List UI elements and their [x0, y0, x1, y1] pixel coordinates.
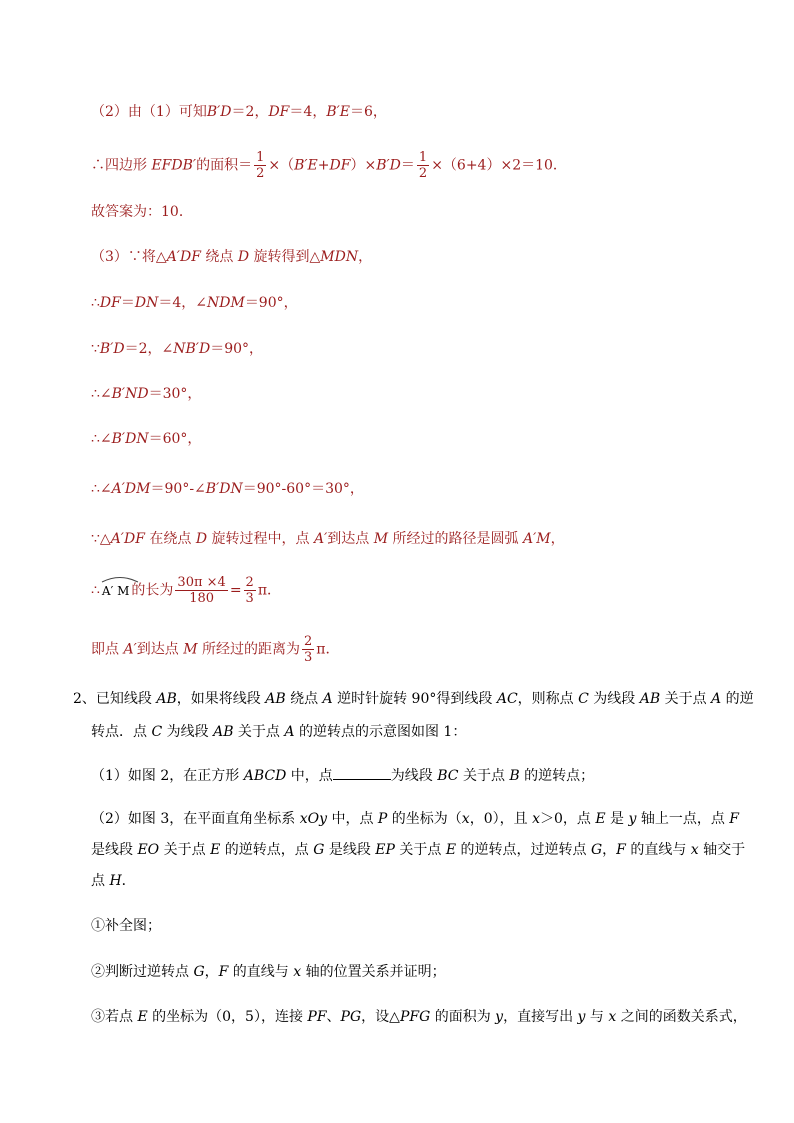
- var: BC: [437, 768, 459, 784]
- text: 2、已知线段: [73, 691, 157, 707]
- var: AB: [156, 691, 177, 707]
- text: 是线段: [324, 842, 376, 858]
- question-2-part-2-cont2: [91, 872, 136, 890]
- var: G: [313, 842, 325, 858]
- var: x: [461, 811, 470, 827]
- text: 的逆转点；: [519, 768, 595, 784]
- text: ∴∠: [91, 481, 112, 497]
- fraction: [302, 634, 314, 665]
- text: 、: [326, 1009, 341, 1025]
- text: π．: [257, 582, 282, 599]
- numerator: 2: [245, 575, 254, 590]
- text: 的直线与: [625, 842, 691, 858]
- text: 中，点: [286, 768, 333, 784]
- answer-blank[interactable]: [333, 765, 391, 780]
- text: 所经过的路径是圆弧: [388, 531, 523, 547]
- text: 是: [605, 811, 629, 827]
- var: x: [293, 964, 302, 980]
- var: A′: [123, 641, 137, 658]
- var: B′DN: [205, 481, 243, 497]
- text: ＝90°，: [244, 295, 298, 311]
- numerator: 30π ×4: [177, 575, 226, 590]
- arc-notation: [100, 582, 132, 600]
- numerator: 1: [256, 150, 265, 165]
- text: 的坐标为（0，5），连接: [147, 1009, 308, 1025]
- text: ＝90°-60°＝30°，: [242, 481, 364, 497]
- solution-line-7: [91, 385, 201, 403]
- text: 为线段: [390, 768, 438, 784]
- var: x: [690, 842, 699, 858]
- solution-line-5: [91, 294, 298, 312]
- text: 即点: [91, 641, 124, 658]
- fraction: [175, 575, 227, 606]
- var: A′DF: [166, 249, 201, 265]
- text: ＝60°，: [148, 431, 202, 447]
- solution-line-3: 故答案为：10．: [91, 204, 193, 220]
- var: E: [595, 811, 606, 827]
- text: 在绕点: [144, 531, 196, 547]
- var: PFG: [399, 1009, 431, 1025]
- var: MDN: [320, 249, 359, 265]
- var: DF: [268, 104, 290, 120]
- text: 绕点: [200, 249, 238, 265]
- fraction: [244, 575, 256, 606]
- var: y: [495, 1009, 504, 1025]
- text: 旋转过程中，点: [207, 531, 314, 547]
- text: 转点．点: [91, 724, 152, 740]
- text: ，则称点: [517, 691, 579, 707]
- var: M: [373, 531, 389, 547]
- text: 关于点: [394, 842, 446, 858]
- var: B′D: [99, 341, 125, 357]
- var: ABCD: [243, 768, 287, 784]
- solution-line-10: [91, 530, 565, 548]
- text: ∵: [91, 341, 100, 357]
- var: B′E: [294, 157, 318, 174]
- denominator: 180: [189, 591, 215, 606]
- text: ×（: [268, 157, 295, 174]
- text: ＝90°-∠: [150, 481, 206, 497]
- var: F: [616, 842, 626, 858]
- var: E: [137, 1009, 148, 1025]
- arc-icon: [100, 575, 140, 583]
- fraction: [254, 150, 266, 181]
- text: ∴: [91, 295, 100, 311]
- numerator: 1: [418, 150, 428, 165]
- var: EO: [137, 842, 160, 858]
- text: ，0），且: [469, 811, 533, 827]
- text: ∴四边形: [91, 157, 152, 174]
- solution-line-8: [91, 430, 201, 448]
- text: （2）由（1）可知: [91, 104, 207, 120]
- var: x: [532, 811, 540, 827]
- text: ．: [121, 873, 136, 889]
- text: 到达点: [136, 641, 184, 658]
- text: 是线段: [91, 842, 138, 858]
- text: ＝6，: [350, 104, 387, 120]
- var: AB: [265, 691, 286, 707]
- text: +: [317, 157, 330, 174]
- var: DF: [329, 157, 351, 174]
- var: A′DF: [110, 531, 145, 547]
- text: 到达点: [327, 531, 374, 547]
- text: 的逆转点，点: [220, 842, 314, 858]
- text: 旋转得到△: [249, 249, 321, 265]
- text: 逆时针旋转 90°得到线段: [332, 691, 497, 707]
- var: PF: [307, 1009, 327, 1025]
- var: B′E: [326, 104, 351, 120]
- text: 轴的位置关系并证明；: [301, 964, 446, 980]
- text: （1）如图 2，在正方形: [91, 768, 244, 784]
- text: ×（6+4）×2＝10．: [431, 157, 567, 174]
- var: A′: [313, 531, 328, 547]
- question-2-sub-3: [91, 1008, 747, 1026]
- text: ，: [204, 964, 219, 980]
- text: 与: [585, 1009, 609, 1025]
- var: AC: [496, 691, 518, 707]
- text: 的逆转点，过逆转点: [456, 842, 591, 858]
- var: xOy: [299, 811, 328, 827]
- text: 若点: [105, 1009, 138, 1025]
- text: 关于点: [233, 724, 285, 740]
- var: B: [509, 768, 520, 784]
- text: ∴: [91, 582, 100, 599]
- var: P: [377, 811, 388, 827]
- var: D: [237, 249, 250, 265]
- text: 的坐标为（: [387, 811, 462, 827]
- text: 关于点: [159, 842, 211, 858]
- question-2-line-2: [91, 723, 466, 741]
- text: 之间的函数关系式，: [616, 1009, 747, 1025]
- solution-line-11: [91, 575, 281, 606]
- var: y: [628, 811, 637, 827]
- var: C: [578, 691, 589, 707]
- var: A: [322, 691, 333, 707]
- text: ，: [358, 249, 373, 265]
- circled-number-1: ①: [91, 918, 105, 934]
- text: ∴∠: [91, 386, 112, 402]
- text: π．: [316, 641, 340, 658]
- var: B′DN: [111, 431, 149, 447]
- text: ，设△: [361, 1009, 400, 1025]
- text: ＝4，: [289, 104, 327, 120]
- circled-number-2: ②: [91, 964, 105, 980]
- text: ＝: [120, 295, 135, 311]
- denominator: 3: [245, 591, 254, 606]
- text: =: [229, 582, 242, 599]
- solution-line-1: [91, 103, 387, 121]
- text: 的直线与: [228, 964, 294, 980]
- question-2-line-1: [73, 690, 754, 708]
- var: A′DM: [111, 481, 151, 497]
- var: NB′D: [173, 341, 211, 357]
- question-2-sub-2: [91, 963, 446, 981]
- text: ∴∠: [91, 431, 112, 447]
- text: ，如果将线段: [176, 691, 266, 707]
- circled-number-3: ③: [91, 1009, 105, 1025]
- var: DF: [99, 295, 121, 311]
- text: 点: [91, 873, 110, 889]
- var: x: [608, 1009, 617, 1025]
- text: （3）∵将△: [91, 249, 167, 265]
- text: 的面积＝: [196, 157, 253, 174]
- text: ＞0，点: [539, 811, 596, 827]
- var: F: [729, 811, 740, 827]
- text: 轴上一点，点: [636, 811, 730, 827]
- denominator: 2: [418, 166, 428, 181]
- text: 判断过逆转点: [105, 964, 194, 980]
- text: ＝90°，: [210, 341, 264, 357]
- text: ，: [550, 531, 565, 547]
- var: D: [195, 531, 208, 547]
- var: E: [210, 842, 221, 858]
- text: 的逆转点的示意图如图 1：: [294, 724, 467, 740]
- text: 所经过的距离为: [197, 641, 300, 658]
- var: G: [590, 842, 603, 858]
- var: C: [151, 724, 163, 740]
- solution-line-9: [91, 480, 364, 498]
- var: AB: [213, 724, 234, 740]
- var: H: [109, 873, 122, 889]
- var: EFDB′: [151, 157, 197, 174]
- text: ＝4，∠: [158, 295, 207, 311]
- text: 的长为: [131, 582, 174, 599]
- text: 的面积为: [430, 1009, 496, 1025]
- var: NDM: [207, 295, 245, 311]
- var: G: [193, 964, 205, 980]
- var: B′ND: [111, 386, 149, 402]
- var: y: [577, 1009, 586, 1025]
- var: E: [445, 842, 457, 858]
- solution-line-4: [91, 248, 372, 266]
- text: ，直接写出: [503, 1009, 578, 1025]
- text: 的逆: [721, 691, 754, 707]
- text: 绕点: [285, 691, 323, 707]
- solution-line-2: [91, 150, 567, 181]
- var: EP: [375, 842, 395, 858]
- text: 为线段: [588, 691, 640, 707]
- arc-label: A′ M: [101, 583, 130, 598]
- fraction: [417, 150, 429, 181]
- var: F: [218, 964, 229, 980]
- var: PG: [340, 1009, 362, 1025]
- question-2-part-2: [91, 810, 739, 828]
- text: ＝2，: [231, 104, 269, 120]
- text: ）×: [350, 157, 377, 174]
- text: ∵△: [91, 531, 111, 547]
- var: AB: [639, 691, 661, 707]
- text: 补全图；: [105, 918, 161, 934]
- var: M: [183, 641, 198, 658]
- var: A: [711, 691, 722, 707]
- var: A: [284, 724, 295, 740]
- text: 轴交于: [698, 842, 746, 858]
- question-2-part-1: [91, 765, 594, 785]
- question-2-part-2-cont: [91, 841, 745, 859]
- text: ＝30°，: [148, 386, 202, 402]
- var: DN: [134, 295, 159, 311]
- text: 关于点: [458, 768, 510, 784]
- solution-line-12: [91, 634, 339, 665]
- numerator: 2: [304, 634, 313, 649]
- text: 为线段: [162, 724, 214, 740]
- denominator: 3: [304, 650, 313, 665]
- text: 中，点: [327, 811, 378, 827]
- denominator: 2: [256, 166, 265, 181]
- var: A′M: [522, 531, 551, 547]
- var: B′D: [376, 157, 401, 174]
- solution-line-6: [91, 340, 263, 358]
- text: 关于点: [660, 691, 712, 707]
- text: ＝2，∠: [124, 341, 174, 357]
- text: ，: [602, 842, 617, 858]
- question-2-sub-1: [91, 917, 161, 935]
- text: （2）如图 3，在平面直角坐标系: [91, 811, 300, 827]
- text: ＝: [400, 157, 415, 174]
- var: B′D: [206, 104, 232, 120]
